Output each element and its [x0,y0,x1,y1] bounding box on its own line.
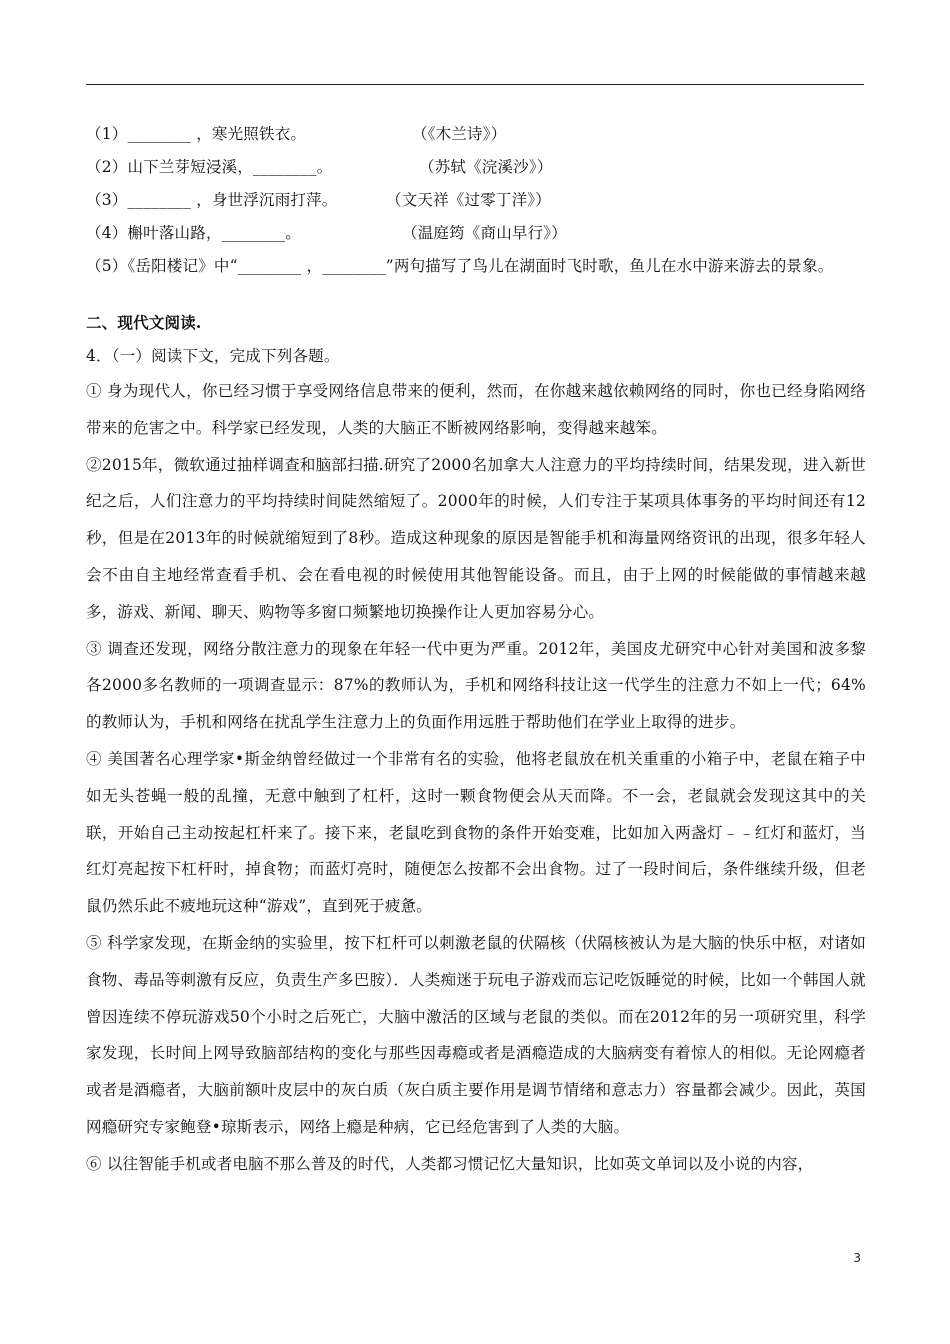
paragraph-3: ③ 调查还发现，网络分散注意力的现象在年轻一代中更为严重。2012年，美国皮尤研究中心针对美国和波多黎各2000多名教师的一项调查显示：87%的教师认为，手机和网络科技让这一代学生的注意力不如上一代；64%的教师认为，手机和网络在扰乱学生注意力上的负面作用远胜于帮助他们在学业上取得的进步。 [86,639,866,732]
question-intro: 4．（一）阅读下文，完成下列各题。 [86,347,340,365]
fill-blank-2 [86,151,866,184]
fill-blank-5 [86,250,866,283]
header-rule [86,84,864,85]
fill-blank-source: （苏轼《浣溪沙》） [419,158,553,176]
fill-blank-1 [86,118,866,151]
section-title: 二、现代文阅读. [86,313,202,332]
page-number: 3 [853,1251,861,1265]
paragraph-6: ⑥ 以往智能手机或者电脑不那么普及的时代，人类都习惯记忆大量知识，比如英文单词以及小说的内容， [86,1154,814,1173]
fill-blank-text: （2）山下兰芽短浸溪，________。 [86,158,333,176]
paragraph-2: ②2015年，微软通过抽样调查和脑部扫描.研究了2000名加拿大人注意力的平均持续时间，结果发现，进入新世纪之后，人们注意力的平均持续时间陡然缩短了。2000年的时候，人们专注于某项具体事务的平均时间还有12秒，但是在2013年的时候就缩短到了8秒。造成这种现象的原因是智能手机和海量网络资讯的出现，很多年轻人会不由自主地经常查看手机、会在看电视的时候使用其他智能设备。而且，由于上网的时候能做的事情越来越多，游戏、新闻、聊天、购物等多窗口频繁地切换操作让人更加容易分心。 [86,455,866,621]
fill-blank-source: （温庭筠《商山早行》） [402,224,567,242]
fill-blank-3 [86,184,866,217]
paragraph-4: ④ 美国著名心理学家•斯金纳曾经做过一个非常有名的实验，他将老鼠放在机关重重的小箱子中，老鼠在箱子中如无头苍蝇一般的乱撞，无意中触到了杠杆，这时一颗食物便会从天而降。不一会，老鼠就会发现这其中的关联，开始自己主动按起杠杆来了。接下来，老鼠吃到食物的条件开始变难，比如加入两盏灯﹣﹣红灯和蓝灯，当红灯亮起按下杠杆时，掉食物；而蓝灯亮时，随便怎么按都不会出食物。过了一段时间后，条件继续升级，但老鼠仍然乐此不疲地玩这种“游戏”，直到死于疲惫。 [86,749,866,916]
fill-blank-source: （《木兰诗》） [412,125,507,143]
fill-blank-source: （文天祥《过零丁洋》） [386,191,551,209]
fill-blank-text: （5）《岳阳楼记》中“________ ，________”两句描写了鸟儿在湖面时飞时歌，鱼儿在水中游来游去的景象。 [86,257,834,275]
paragraph-1: ① 身为现代人，你已经习惯于享受网络信息带来的便利，然而，在你越来越依赖网络的同时，你也已经身陷网络带来的危害之中。科学家已经发现，人类的大脑正不断被网络影响，变得越来越笨。 [86,382,866,437]
paragraph-5: ⑤ 科学家发现，在斯金纳的实验里，按下杠杆可以刺激老鼠的伏隔核（伏隔核被认为是大脑的快乐中枢，对诸如食物、毒品等刺激有反应，负责生产多巴胺）．人类痴迷于玩电子游戏而忘记吃饭睡觉的时候，比如一个韩国人就曾因连续不停玩游戏50个小时之后死亡，大脑中激活的区域与老鼠的类似。而在2012年的另一项研究里，科学家发现，长时间上网导致脑部结构的变化与那些因毒瘾或者是酒瘾造成的大脑病变有着惊人的相似。无论网瘾者或者是酒瘾者，大脑前额叶皮层中的灰白质（灰白质主要作用是调节情绪和意志力）容量都会减少。因此，英国网瘾研究专家鲍登•琼斯表示，网络上瘾是种病，它已经危害到了人类的大脑。 [86,933,866,1136]
fill-blank-text: （1）________ ，寒光照铁衣。 [86,125,307,143]
page-content [86,118,866,1183]
fill-blank-4 [86,217,866,250]
fill-blank-text: （3）________ ，身世浮沉雨打萍。 [86,191,338,209]
fill-blank-text: （4）槲叶落山路，________。 [86,224,301,242]
